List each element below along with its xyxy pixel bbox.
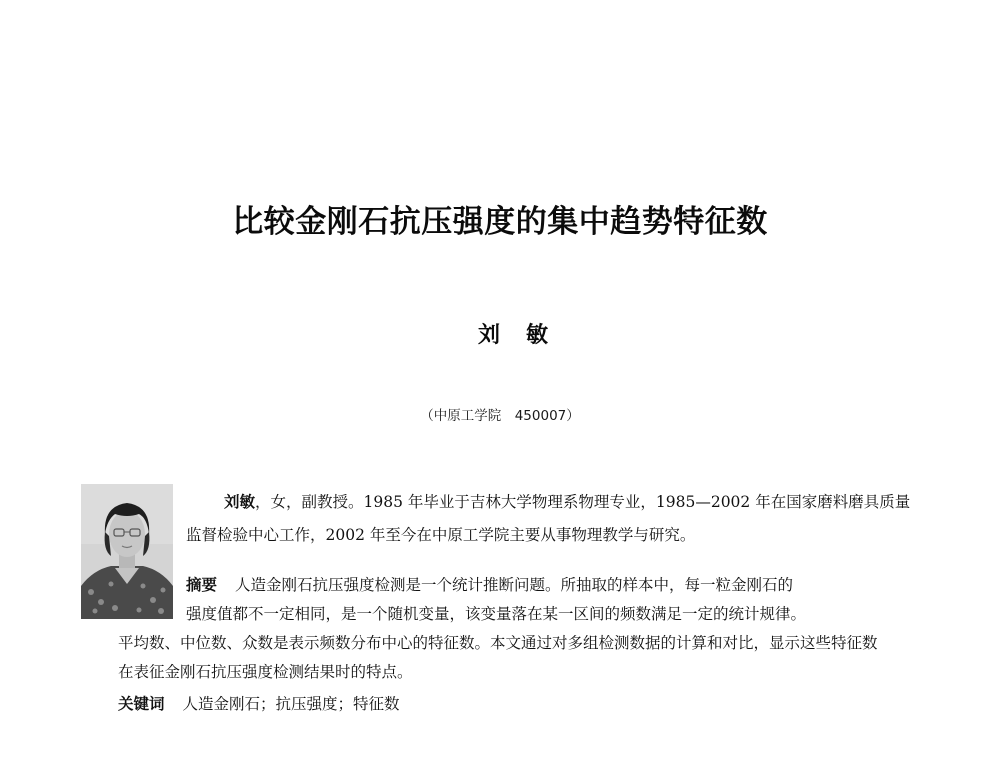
keywords-text: 人造金刚石；抗压强度；特征数 [182, 695, 400, 713]
author-photo [81, 484, 173, 619]
author-portrait-image [81, 484, 173, 619]
abstract-continuation: 平均数、中位数、众数是表示频数分布中心的特征数。本文通过对多组检测数据的计算和对比，显示这些特征数在表征金刚石抗压强度检测结果时的特点。 [118, 634, 878, 681]
abstract-line-1 [186, 571, 886, 600]
abstract-block [186, 571, 886, 629]
abstract-line-2: 强度值都不一定相同，是一个随机变量，该变量落在某一区间的频数满足一定的统计规律。 [186, 605, 807, 623]
bio-author-name: 刘敏 [224, 492, 256, 511]
author-bio [186, 485, 920, 552]
abstract-label: 摘要 [186, 576, 218, 594]
keywords-label: 关键词 [118, 695, 165, 713]
affiliation: （中原工学院 450007） [420, 408, 580, 424]
abstract-text-1: 人造金刚石抗压强度检测是一个统计推断问题。所抽取的样本中，每一粒金刚石的 [235, 576, 794, 594]
author-name: 刘敏 [477, 323, 574, 348]
keywords [118, 690, 400, 719]
paper-title: 比较金刚石抗压强度的集中趋势特征数 [232, 204, 768, 240]
bio-text: ，女，副教授。1985 年毕业于吉林大学物理系物理专业，1985—2002 年在国家磨料磨具质量监督检验中心工作，2002 年至今在中原工学院主要从事物理教学与研究。 [186, 493, 911, 544]
